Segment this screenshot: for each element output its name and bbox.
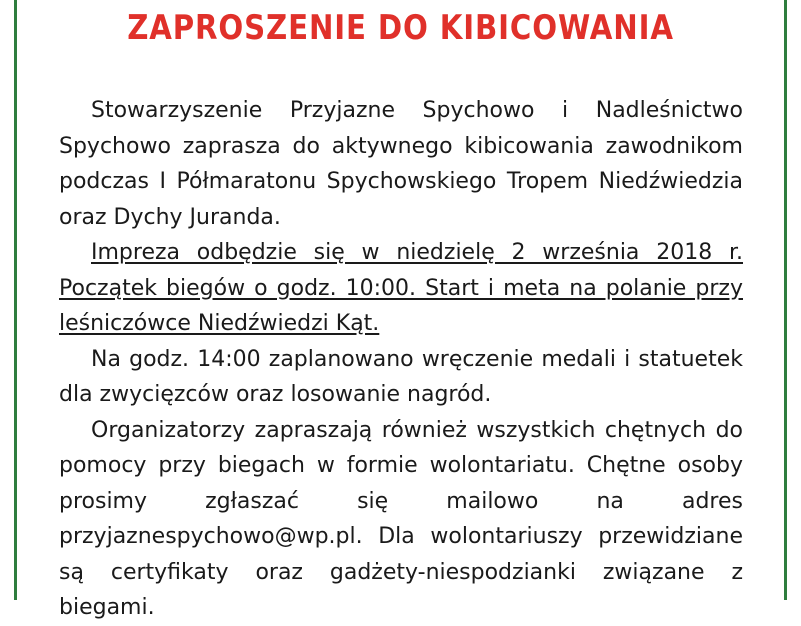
right-border-line — [784, 0, 787, 600]
paragraph-awards: Na godz. 14:00 zaplanowano wręczenie medali i statuetek dla zwycięzców oraz losowanie nagród. — [59, 346, 743, 407]
invitation-body — [59, 93, 743, 626]
paragraph-volunteers: Organizatorzy zapraszają również wszystkich chętnych do pomocy przy biegach w formie wolontariatu. Chętne osoby prosimy zgłaszać się mailowo na adres przyjaznespychowo@wp.pl. Dla wolontariuszy przewidziane są certyfikaty oraz gadżety-niespodzianki związane z biegami. — [59, 417, 743, 620]
left-border-line — [14, 0, 17, 600]
page-title: ZAPROSZENIE DO KIBICOWANIA — [127, 8, 674, 48]
paragraph-event-details: Impreza odbędzie się w niedzielę 2 września 2018 r. Początek biegów o godz. 10:00. Start i meta na polanie przy leśniczówce Niedźwiedzi Kąt. — [59, 240, 743, 336]
paragraph-organizers: Stowarzyszenie Przyjazne Spychowo i Nadleśnictwo Spychowo zaprasza do aktywnego kibicowania zawodnikom podczas I Półmaratonu Spychowskiego Tropem Niedźwiedzia oraz Dychy Juranda. — [59, 98, 743, 230]
